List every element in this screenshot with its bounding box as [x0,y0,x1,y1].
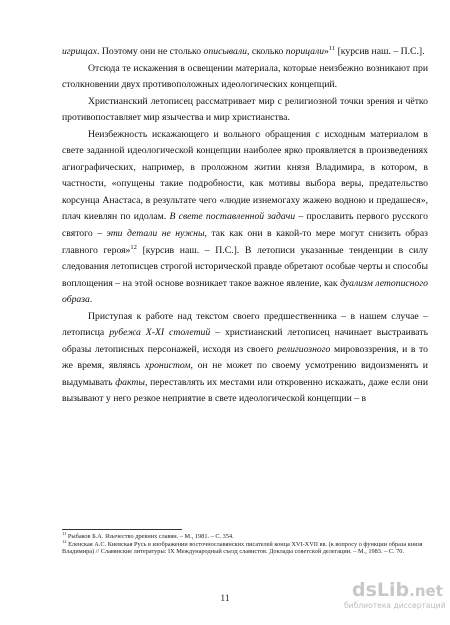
italic-text: дуализм летописного образа [62,277,428,306]
watermark-logo-domain: .net [409,582,443,600]
italic-text: игрищах [62,46,98,57]
paragraph-5 [62,309,428,408]
footnote-12 [62,538,428,556]
page-number: 11 [220,594,230,604]
watermark-logo [352,580,446,601]
italic-text: В свете поставленной задачи [169,211,296,223]
italic-text: религиозного [277,343,331,355]
footnote-separator [62,529,182,530]
footnote-ref[interactable]: 12 [130,243,137,251]
text-run: , он не может по своему усмотрению видоизменять и выдумывать [62,360,428,388]
text-run: Приступая к работе над текстом своего предшественника – в нашем случае – летописца [62,310,428,339]
footnote-text: Рыбаков Б.А. Язычество древних славян. – М., 1981. – С. 354. [66,533,234,540]
text-run: . Поэтому они не столько [97,46,204,57]
italic-text: хронистом [144,360,191,372]
italic-text: порицали [285,46,325,57]
footnote-text: Еленская А.С. Киевская Русь в изображении восточнославянских писателей конца XVI-XVII вв. (к вопросу о функции образа князя Владимира) // Славянские литературы: IX Международный съезд славистов. Доклады советской делегации. – М., 1983. – С. 70. [62,540,423,556]
paragraph-2: Отсюда те искажения в освещении материала, которые неизбежно возникают при столкновении двух противоположных идеологических концепций. [62,62,428,91]
italic-text: факты [115,376,145,388]
text-run: » [324,46,329,57]
italic-text: описывали [203,46,247,57]
text-run: мировоззрения, и в то же время, являясь [62,343,428,372]
footnote-ref[interactable]: 11 [328,44,336,52]
italic-text: рубежа X-XI столетий [109,327,211,339]
text-run: , переставлять их местами или откровенно искажать, даже если они вызывают у него резкое неприятие в свете идеологической концепции – в [62,376,429,405]
text-run: – прославить первого русского святого – [62,211,428,240]
text-run: – христианский летописец начинает выстраивать образы летописных персонажей, исходя из своего [62,327,428,355]
text-run: , так как они в какой-то мере могут снизить образ главного героя» [62,228,428,256]
watermark-logo-main: dsLib [352,579,410,601]
main-text [62,44,428,408]
text-run: . [89,294,93,306]
watermark[interactable] [344,579,446,618]
watermark-subtitle: библиотека диссертаций [344,601,446,610]
italic-text: эти детали не нужны [106,228,205,240]
text-run: Неизбежность искажающего и вольного обращения с исходным материалом в свете заданной идеологической концепции наиболее ярко проявляется в произведениях агиографических, например, в проложном житии князя Владимира, в котором, в частности, «опущены такие подробности, как мотивы выбора веры, предательство корсунца Анастаса, в результате чего «людие изнемогаху жажею водною и предашеся», плач киевлян по идолам. [62,128,428,223]
footnote-number: 12 [62,538,67,544]
text-run: [курсив наш. – П.С.]. В летописи указанные тенденции в силу следования летописцев строгой исторической правде обретают особые черты и способы воплощения – на этой основе возникает такое важное явление, как [62,244,428,289]
text-run: , сколько [246,46,286,57]
text-run: [курсив наш. – П.С.]. [335,46,425,57]
paragraph-4 [62,127,428,309]
footnote-11 [62,530,428,541]
footnotes [62,530,428,556]
paragraph-1 [62,44,428,61]
footnote-number: 11 [62,530,67,536]
paragraph-3: Христианский летописец рассматривает мир с религиозной точки зрения и чётко противопоставляет мир язычества и мир христианства. [62,95,428,124]
